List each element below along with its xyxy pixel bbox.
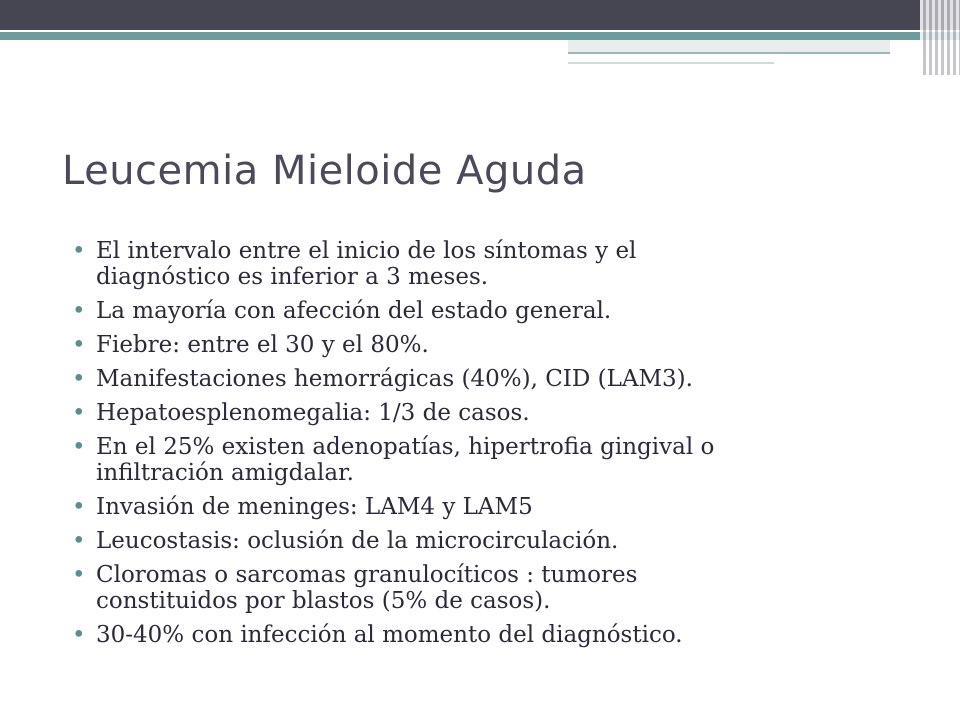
decorative-line-short xyxy=(568,62,774,64)
slide-title: Leucemia Mieloide Aguda xyxy=(62,148,587,194)
bullet-text: El intervalo entre el inicio de los síntomas y el xyxy=(96,238,637,264)
bullet-text: Leucostasis: oclusión de la microcirculación. xyxy=(96,528,619,554)
bullet-text-continued: infiltración amigdalar. xyxy=(96,460,354,486)
bullet-text: En el 25% existen adenopatías, hipertrofia gingival o xyxy=(96,434,715,460)
bullet-item xyxy=(72,400,932,426)
bullet-item xyxy=(72,562,932,614)
bullet-text: Fiebre: entre el 30 y el 80%. xyxy=(96,332,429,358)
accent-divider xyxy=(0,30,960,32)
bullet-text: La mayoría con afección del estado general. xyxy=(96,298,612,324)
bullet-text: Hepatoesplenomegalia: 1/3 de casos. xyxy=(96,400,530,426)
bullet-list xyxy=(72,238,932,656)
edge-stripes xyxy=(920,0,960,75)
bullet-icon: • xyxy=(72,366,86,392)
bullet-icon: • xyxy=(72,434,86,460)
bullet-item xyxy=(72,298,932,324)
bullet-icon: • xyxy=(72,562,86,588)
bullet-icon: • xyxy=(72,400,86,426)
bullet-icon: • xyxy=(72,528,86,554)
decorative-line xyxy=(568,52,890,54)
bullet-item xyxy=(72,366,932,392)
bullet-item xyxy=(72,528,932,554)
bullet-text: Invasión de meninges: LAM4 y LAM5 xyxy=(96,494,533,520)
top-dark-bar xyxy=(0,0,960,30)
bullet-text: Manifestaciones hemorrágicas (40%), CID (LAM3). xyxy=(96,366,693,392)
bullet-icon: • xyxy=(72,494,86,520)
bullet-text-continued: diagnóstico es inferior a 3 meses. xyxy=(96,264,489,290)
decorative-bar xyxy=(568,40,890,52)
bullet-icon: • xyxy=(72,332,86,358)
bullet-text: 30-40% con infección al momento del diagnóstico. xyxy=(96,622,683,648)
bullet-item xyxy=(72,434,932,486)
bullet-text: Cloromas o sarcomas granulocíticos : tumores xyxy=(96,562,638,588)
bullet-item xyxy=(72,622,932,648)
bullet-icon: • xyxy=(72,238,86,264)
bullet-text-continued: constituidos por blastos (5% de casos). xyxy=(96,588,551,614)
bullet-icon: • xyxy=(72,298,86,324)
bullet-item xyxy=(72,494,932,520)
bullet-icon: • xyxy=(72,622,86,648)
bullet-item xyxy=(72,332,932,358)
bullet-item xyxy=(72,238,932,290)
